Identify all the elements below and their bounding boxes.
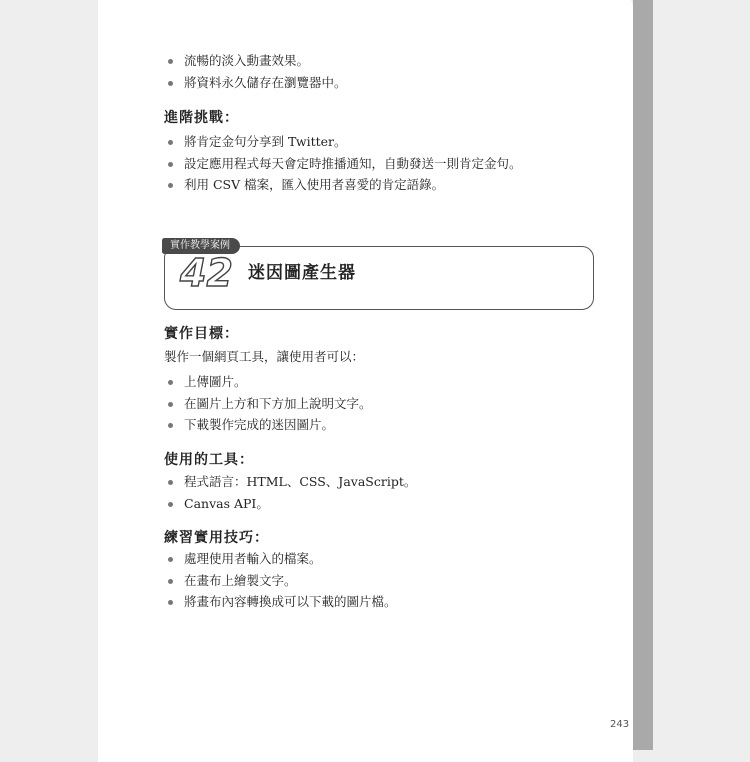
bullet-icon (168, 423, 173, 428)
case-tab-label: 實作教學案例 (162, 238, 240, 254)
case-number: 42 (180, 251, 233, 292)
tools-list (168, 471, 416, 514)
advanced-list (168, 131, 522, 196)
bullet-icon (168, 380, 173, 385)
bullet-icon (168, 600, 173, 605)
bullet-icon (168, 579, 173, 584)
list-item (168, 131, 522, 153)
advanced-heading: 進階挑戰： (164, 110, 239, 126)
bullet-icon (168, 402, 173, 407)
bullet-icon (168, 183, 173, 188)
list-item (168, 591, 397, 613)
list-item-text: 處理使用者輸入的檔案。 (184, 551, 322, 566)
goals-heading: 實作目標： (164, 326, 239, 342)
skills-list (168, 548, 397, 613)
bullet-icon (168, 557, 173, 562)
list-item (168, 371, 372, 393)
list-item-text: 設定應用程式每天會定時推播通知，自動發送一則肯定金句。 (184, 155, 522, 171)
list-item (168, 414, 372, 436)
list-item (168, 174, 522, 196)
list-item-text: 將肯定金句分享到 Twitter。 (184, 134, 347, 149)
bullet-icon (168, 140, 173, 145)
bullet-icon (168, 59, 173, 64)
bullet-icon (168, 502, 173, 507)
bullet-icon (168, 81, 173, 86)
list-item-text: 程式語言：HTML、CSS、JavaScript。 (184, 474, 417, 489)
list-item-text: 上傳圖片。 (184, 374, 247, 389)
goals-intro: 製作一個網頁工具，讓使用者可以： (164, 349, 365, 364)
list-item-text: 將資料永久儲存在瀏覽器中。 (184, 74, 347, 90)
list-item-text: 將畫布內容轉換成可以下載的圖片檔。 (184, 594, 397, 609)
case-number-graphic (178, 250, 234, 292)
skills-heading: 練習實用技巧： (164, 530, 269, 546)
list-item (168, 72, 347, 94)
bullet-icon (168, 162, 173, 167)
book-page (98, 0, 633, 762)
list-item (168, 471, 416, 493)
list-item (168, 548, 397, 570)
list-item-text: 下載製作完成的迷因圖片。 (184, 417, 335, 432)
case-title: 迷因圖產生器 (248, 263, 356, 283)
list-item (168, 493, 416, 515)
list-item (168, 393, 372, 415)
tools-heading: 使用的工具： (164, 452, 254, 468)
intro-bullet-list (168, 50, 347, 93)
page-number: 243 (610, 719, 630, 730)
list-item (168, 570, 397, 592)
page-edge-strip (633, 0, 653, 750)
list-item-text: 流暢的淡入動畫效果。 (184, 53, 310, 68)
goals-list (168, 371, 372, 436)
list-item-text: 利用 CSV 檔案，匯入使用者喜愛的肯定語錄。 (184, 177, 445, 192)
list-item (168, 153, 522, 175)
list-item-text: Canvas API。 (184, 495, 269, 511)
list-item (168, 50, 347, 72)
bullet-icon (168, 480, 173, 485)
list-item-text: 在圖片上方和下方加上說明文字。 (184, 395, 372, 411)
list-item-text: 在畫布上繪製文字。 (184, 572, 297, 588)
